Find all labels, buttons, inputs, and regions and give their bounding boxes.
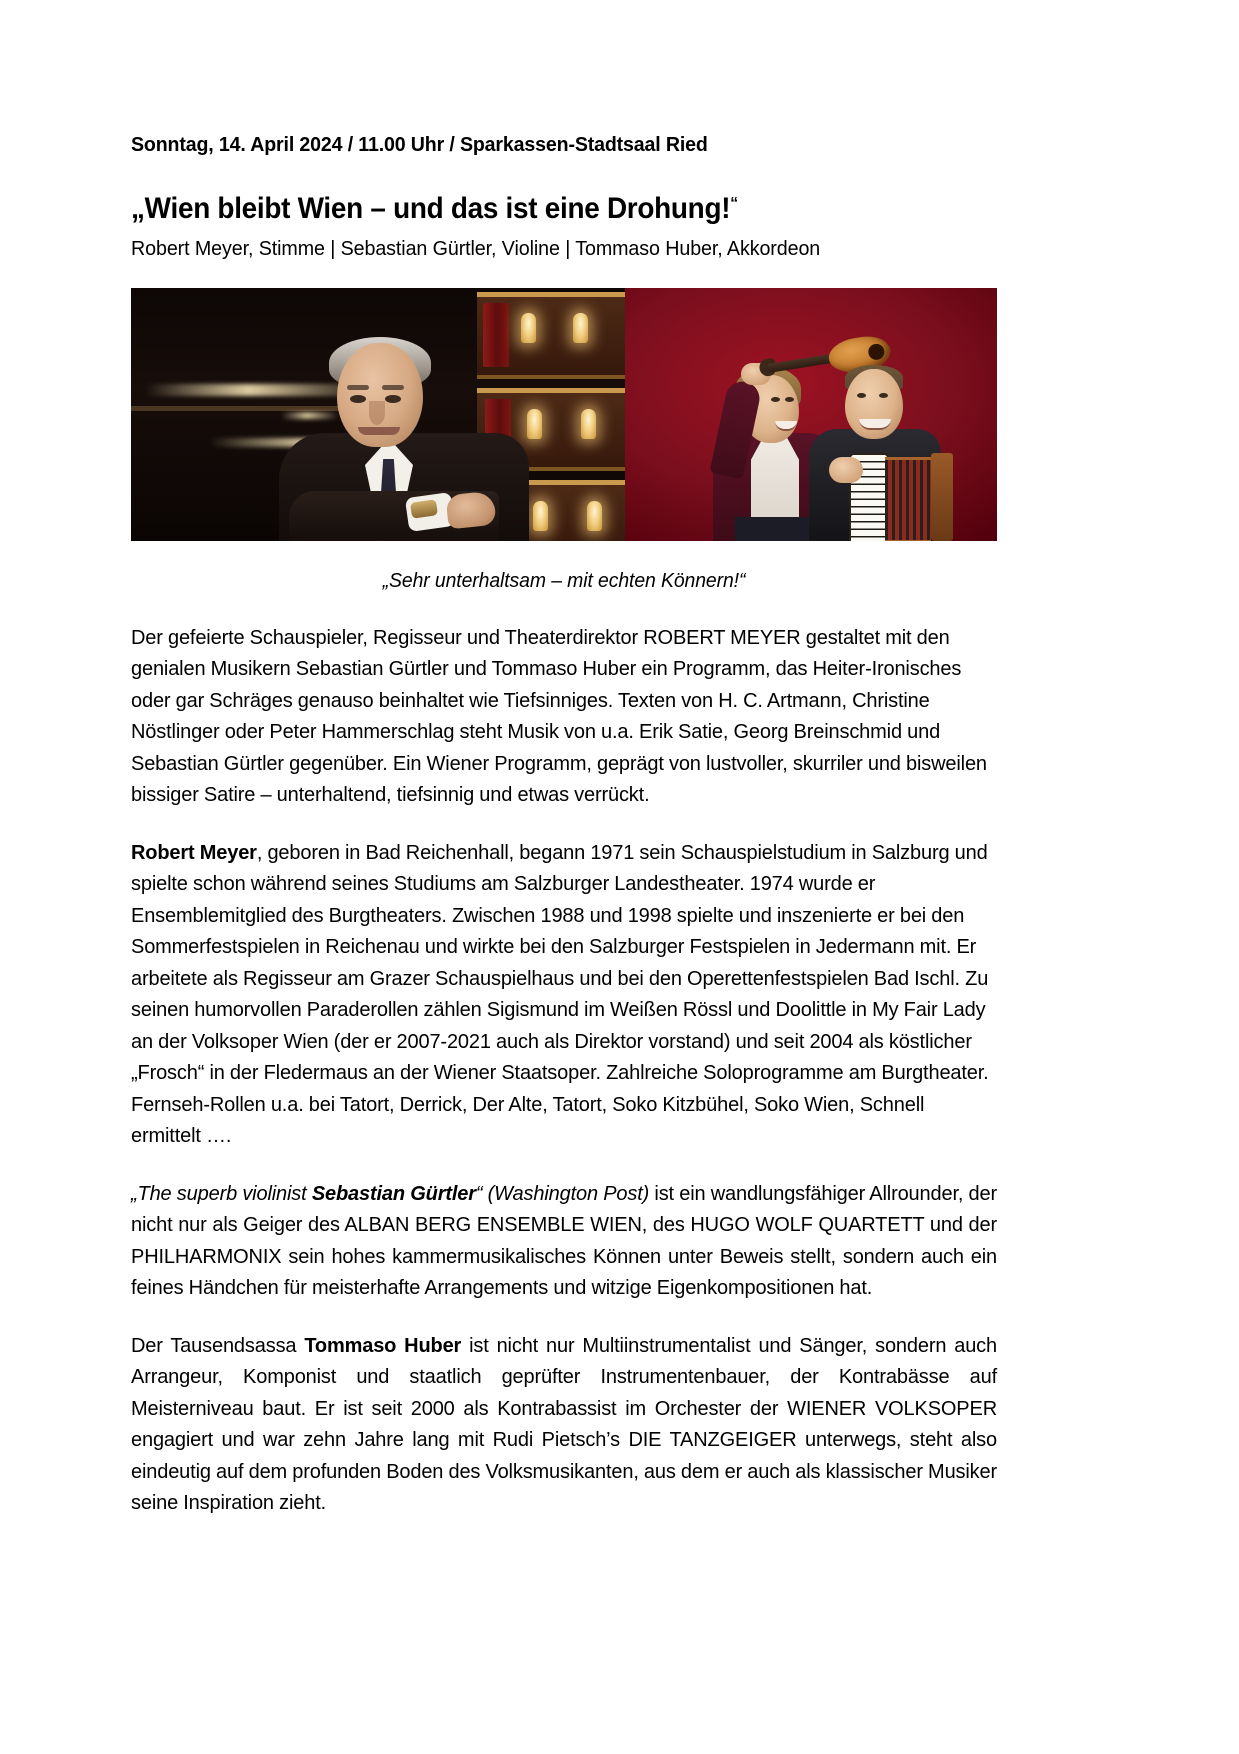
accordionist-eye-right xyxy=(879,393,888,398)
box-lamp xyxy=(581,409,596,439)
box-lamp xyxy=(533,501,548,531)
musician-accordionist xyxy=(801,345,951,541)
photo-strip xyxy=(131,288,997,541)
event-date-line: Sonntag, 14. April 2024 / 11.00 Uhr / Sparkassen-Stadtsaal Ried xyxy=(131,133,708,156)
box-lamp xyxy=(527,409,542,439)
figure-nose xyxy=(369,401,385,425)
box-lamp xyxy=(587,501,602,531)
figure-mouth xyxy=(358,427,400,435)
bio-text-robert-meyer: , geboren in Bad Reichenhall, begann 1971 sein Schauspielstudium in Salzburg und spielte schon während seines Studiums am Salzburger Landestheater. 1974 wurde er Ensemblemitglied des Burgtheaters. Zwischen 1988 und 1998 spielte und inszenierte er bei den Sommerfestspielen in Reichenau und wirkte bei den Salzburger Festspielen in Jedermann mit. Er arbeitete als Regisseur am Grazer Schauspielhaus und bei den Operettenfestspielen Bad Ischl. Zu seinen humorvollen Paraderollen zählen Sigismund im Weißen Rössl und Doolittle in My Fair Lady an der Volksoper Wien (der er 2007-2021 auch als Direktor vorstand) und seit 2004 als köstlicher „Frosch“ in der Fledermaus an der Wiener Staatsoper. Zahlreiche Soloprogramme am Burgtheater. Fernseh-Rollen u.a. bei Tatort, Derrick, Der Alte, Tatort, Soko Kitzbühel, Soko Wien, Schnell ermittelt …. xyxy=(131,841,989,1148)
performer-credits: Robert Meyer, Stimme | Sebastian Gürtler, Violine | Tommaso Huber, Akkordeon xyxy=(131,237,821,261)
bio-text-sebastian-guertler: ist ein wandlungsfähiger Allrounder, der nicht nur als Geiger des ALBAN BERG ENSEMBLE WIEN, des HUGO WOLF QUARTETT und der PHILHARMONIX sein hohes kammermusikalisches Können unter Beweis stellt, sondern auch ein feines Händchen für meisterhafte Arrangements und witzige Eigenkompositionen hat. xyxy=(131,1182,997,1300)
box-lamp xyxy=(521,313,536,343)
bio-text-tommaso-huber: ist nicht nur Multiinstrumentalist und Sänger, sondern auch Arrangeur, Komponist und staatlich geprüfter Instrumentenbauer, der Kontrabässe auf Meisterniveau baut. Er ist seit 2000 als Kontrabassist im Orchester der WIENER VOLKSOPER engagiert und war zehn Jahre lang mit Rudi Pietsch’s DIE TANZGEIGER unterwegs, steht also eindeutig auf dem profunden Boden des Volksmusikanten, aus dem er auch als klassischer Musiker seine Inspiration zieht. xyxy=(131,1334,998,1515)
bio-name-robert-meyer: Robert Meyer xyxy=(131,841,257,864)
accordion-endcap xyxy=(931,453,953,541)
violinist-eye-left xyxy=(771,397,780,402)
figure-eyebrow-right xyxy=(382,385,404,390)
figure-eyebrow-left xyxy=(347,385,369,390)
paragraph-intro: Der gefeierte Schauspieler, Regisseur und Theaterdirektor ROBERT MEYER gestaltet mit den genialen Musikern Sebastian Gürtler und Tommaso Huber ein Programm, das Heiter-Ironisches oder gar Schräges genauso beinhaltet wie Tiefsinniges. Texten von H. C. Artmann, Christine Nöstlinger oder Peter Hammerschlag steht Musik von u.a. Erik Satie, Georg Breinschmid und Sebastian Gürtler gegenüber. Ein Wiener Programm, geprägt von lustvoller, skurriler und bisweilen bissiger Satire – unterhaltend, tiefsinnig und etwas verrückt. xyxy=(131,626,987,807)
violinist-eye-right xyxy=(785,397,794,402)
page-title-closing-quote: “ xyxy=(730,193,738,213)
accordion-icon xyxy=(849,453,953,541)
page-title-text: „Wien bleibt Wien – und das ist eine Drohung! xyxy=(131,191,731,225)
photo-guertler-huber xyxy=(625,288,997,541)
paragraph-sebastian-guertler xyxy=(131,1153,997,1305)
accordionist-smile xyxy=(859,419,891,430)
bio-lead-tommaso-huber: Der Tausendsassa xyxy=(131,1334,305,1357)
accordionist-eye-left xyxy=(857,393,866,398)
bio-name-tommaso-huber: Tommaso Huber xyxy=(304,1334,462,1357)
figure-eye-left xyxy=(350,395,366,403)
page-title xyxy=(131,158,936,227)
paragraph-tommaso-huber xyxy=(131,1305,997,1520)
photo-caption-quote: „Sehr unterhaltsam – mit echten Könnern!“ xyxy=(382,569,746,592)
figure-eye-right xyxy=(385,395,401,403)
press-quote-close: “ (Washington Post) xyxy=(475,1182,650,1205)
box-lamp xyxy=(573,313,588,343)
accordionist-hand xyxy=(829,457,863,483)
press-quote-open: „The superb violinist xyxy=(131,1182,312,1205)
photo-robert-meyer xyxy=(131,288,625,541)
paragraph-robert-meyer xyxy=(131,812,997,1153)
bio-name-sebastian-guertler: Sebastian Gürtler xyxy=(311,1182,476,1205)
figure-wristwatch xyxy=(410,499,438,518)
accordion-bellows xyxy=(885,457,931,541)
page-content xyxy=(131,0,997,1520)
portrait-figure-robert-meyer xyxy=(279,341,529,541)
